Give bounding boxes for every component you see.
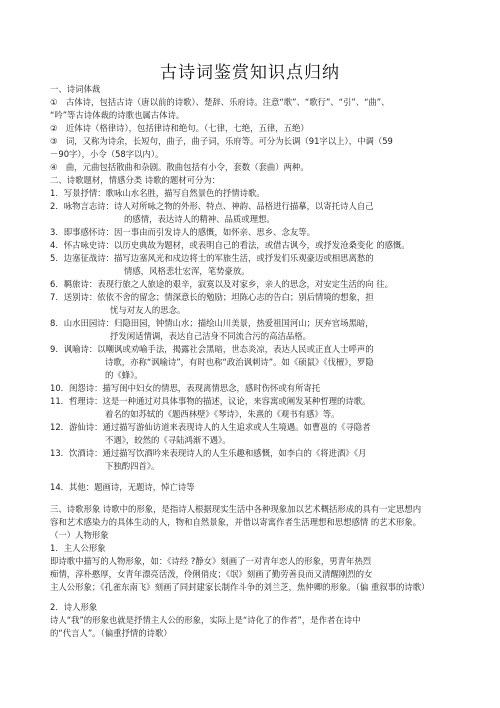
text-line: 着名的如苏轼的《题西林壁》《琴诗》，朱熹的《观书有感》等。 xyxy=(105,409,340,419)
section-heading: 一、诗词体裁 xyxy=(50,84,101,94)
text-line: 的“代言人”。（偏重抒情的诗歌） xyxy=(50,628,172,638)
text-line: 情感，风格悲壮宏浑，笔势豪放。 xyxy=(124,266,250,276)
text-line: 2．咏物言志诗：诗人对所咏之物的外形、特点、神韵、品格进行描摹，以寄托诗人自己 xyxy=(50,201,374,211)
text-line: ④ 曲，元曲包括散曲和杂剧。散曲包括有小令，套数（套曲）两种。 xyxy=(50,162,309,172)
text-line: 痴情，淳朴憨厚，女青年漂亮活泼，伶俐俏皮；《氓》刻画了勤劳善良而又清醒刚烈的女 xyxy=(50,569,373,579)
text-line: 8．山水田园诗：归隐田园，钟情山水；描绘山川美景，热爱祖国河山；厌弃官场黑暗， xyxy=(50,318,374,328)
text-line: 6．羁旅诗：表现行旅之人旅途的艰辛，寂寞以及对家乡，亲人的思念，对安定生活的向 往。 xyxy=(50,279,393,289)
text-line: －90字），小令（58字以内）。 xyxy=(50,149,164,159)
text-line: 3．即事感怀诗：因一事由而引发诗人的感慨，如怀亲、思乡、念友等。 xyxy=(50,227,315,237)
text-line: 4．怀古咏史诗：以历史典故为题材，或表明自己的看法，或借古讽今，或抒发沧桑变化 的感慨。 xyxy=(50,240,410,250)
text-line: 诗人“我”的形象也就是抒情主人公的形象，实际上是“诗化了的作者”，是作者在诗中 xyxy=(50,615,361,625)
text-line: 诗歌，亦称“讽喻诗”，有时也称“政治讽刺诗”。如《硕鼠》《伐檀》，罗隐 xyxy=(105,357,374,367)
text-line: 14．其他：题画诗，无题诗，悼亡诗等 xyxy=(50,482,195,492)
text-line: 1．写景抒情：歌咏山水名胜，描写自然景色的抒情诗歌。 xyxy=(50,188,265,198)
section-heading: 三、诗歌形象 诗歌中的形象，是指诗人根据现实生活中各种现象加以艺术概括形成的具有一定思想内 xyxy=(50,504,422,514)
text-line: 主人公形象；《孔雀东南飞》刻画了同封建家长制作斗争的刘兰芝，焦仲卿的形象。（偏 重叙事的诗歌） xyxy=(50,582,430,592)
text-line: ② 近体诗（格律诗），包括律诗和绝句。（七律，七绝，五律，五绝） xyxy=(50,123,309,133)
text-line: ③ 词，又称为诗余，长短句，曲子，曲子词，乐府等。可分为长调（91字以上），中调（59 xyxy=(50,136,393,146)
text-line: 忧与对友人的思念。 xyxy=(110,305,186,315)
text-line: 7．送别诗：依依不舍的留念；情深意长的勉励；坦陈心志的告白；别后情境的想象，担 xyxy=(50,292,374,302)
subsection-heading: 2．诗人形象 xyxy=(50,602,98,612)
text-line: 10．闺怨诗：描写闺中妇女的情思，表现离情思念，感时伤怀或有所寄托 xyxy=(50,383,321,393)
text-line: 即诗歌中描写的人物形象，如：《诗经 ?静女》刻画了一对青年恋人的形象，男青年热烈 xyxy=(50,556,372,566)
subsection-heading: （一）人物形象 xyxy=(50,530,109,540)
text-line: 9．讽喻诗：以嘲讽或劝喻手法，揭露社会黑暗，世态炎凉，表达人民或正直人士呼声的 xyxy=(50,344,374,354)
text-line: 12．游仙诗：通过描写游仙访道来表现诗人的人生追求或人生境遇。如曹邕的《寻隐者 xyxy=(50,422,371,432)
subsection-heading: 1．主人公形象 xyxy=(50,543,106,553)
text-line: 下独酌四首》。 xyxy=(105,461,160,471)
text-line: “吟”等古诗体裁的诗歌也属古体诗。 xyxy=(50,110,185,120)
text-line: 容和艺术感染力的具体生动的人，物和自然景象，并借以寄寓作者生活理想和思想感情 的艺术形象。 xyxy=(50,517,422,527)
section-heading: 二、诗歌题材，情感分类 诗歌的题材可分为： xyxy=(50,175,221,185)
text-line: 的《蜂》。 xyxy=(105,370,143,380)
text-line: 11．哲理诗：这是一种通过对具体事物的描述，议论，来容寓或阐发某种哲理的诗歌。 xyxy=(50,396,371,406)
text-line: 的感情，表达诗人的精神、品质或理想。 xyxy=(124,214,275,224)
text-line: 5．边塞征战诗：描写边塞风光和戍边将士的军旅生活，或抒发们乐观豪迈或相思离愁的 xyxy=(50,253,374,263)
text-line: 抒发闲适情调，表达自己洁身不同流合污的高洁品格。 xyxy=(110,331,311,341)
page-title: 古诗词鉴赏知识点归纳 xyxy=(160,63,340,83)
text-line: 13．饮酒诗：通过描写饮酒吟来表现诗人的人生乐趣和感慨，如李白的《将进酒》《月 xyxy=(50,448,367,458)
text-line: 不遇》，皎然的《寻陆鸿渐不遇》。 xyxy=(105,435,231,445)
text-line: ① 古体诗，包括古诗（唐以前的诗歌）、楚辞、乐府诗。注意“歌”、“歌行”、“引”、“曲”、 xyxy=(50,97,390,107)
